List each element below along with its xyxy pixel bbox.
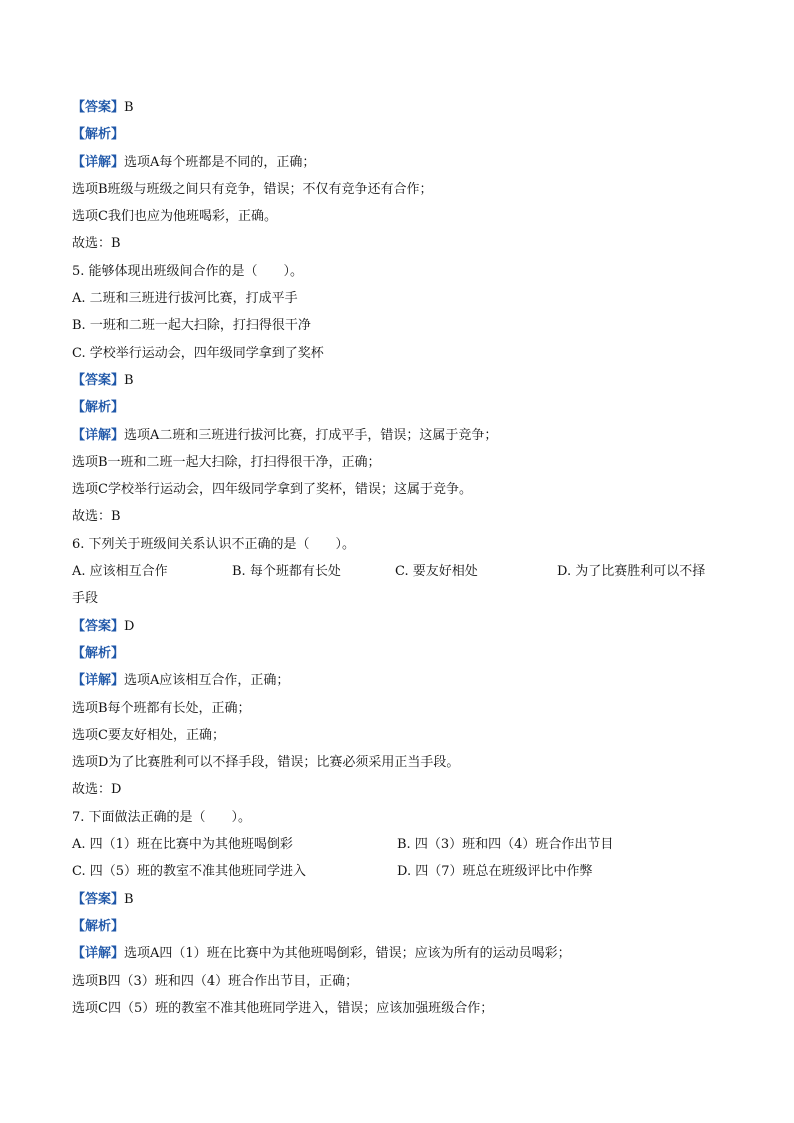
detail-text: 选项C四（5）班的教室不准其他班同学进入，错误；应该加强班级合作；: [72, 1000, 494, 1016]
option-b: B. 一班和二班一起大扫除，打扫得很干净: [72, 318, 311, 334]
analysis-label: 【解析】: [72, 400, 125, 416]
option-d-wrap: 手段: [72, 591, 99, 607]
detail-text: 选项B四（3）班和四（4）班合作出节目，正确；: [72, 973, 359, 989]
option-a: A. 四（1）班在比赛中为其他班喝倒彩: [72, 837, 293, 853]
detail-label: 【详解】: [72, 673, 125, 689]
analysis-line: [72, 913, 732, 940]
answer-label: 【答案】: [72, 891, 125, 907]
answer-value: D: [124, 618, 135, 634]
question-stem: 6. 下列关于班级间关系认识不正确的是（ ）。: [72, 536, 356, 552]
analysis-label: 【解析】: [72, 127, 125, 143]
detail-text: 选项B一班和二班一起大扫除，打扫得很干净，正确；: [72, 454, 381, 470]
detail-text: 选项C我们也应为他班喝彩，正确。: [72, 209, 277, 225]
option-c: C. 要友好相处: [395, 564, 478, 580]
options-row: [72, 831, 732, 858]
option-a: A. 应该相互合作: [72, 564, 168, 580]
detail-line: [72, 940, 732, 967]
answer-label: 【答案】: [72, 372, 125, 388]
option-c: C. 四（5）班的教室不准其他班同学进入: [72, 864, 307, 880]
answer-label: 【答案】: [72, 618, 125, 634]
options-row: [72, 558, 732, 585]
detail-line: [72, 422, 732, 449]
detail-line: [72, 149, 732, 176]
option-b: B. 每个班都有长处: [232, 564, 341, 580]
question-stem: 5. 能够体现出班级间合作的是（ ）。: [72, 263, 304, 279]
detail-text: 选项A应该相互合作，正确；: [124, 673, 290, 689]
answer-line: [72, 94, 732, 121]
detail-label: 【详解】: [72, 427, 125, 443]
option-d: D. 为了比赛胜利可以不择: [557, 564, 706, 580]
analysis-label: 【解析】: [72, 918, 125, 934]
detail-text: 选项A四（1）班在比赛中为其他班喝倒彩，错误；应该为所有的运动员喝彩；: [124, 946, 571, 962]
answer-value: B: [124, 100, 134, 115]
option-d: D. 四（7）班总在班级评比中作弊: [397, 864, 593, 880]
analysis-line: [72, 121, 732, 148]
detail-label: 【详解】: [72, 154, 125, 170]
detail-text: 选项A每个班都是不同的，正确；: [124, 154, 316, 170]
detail-text: 选项B每个班都有长处，正确；: [72, 700, 251, 716]
detail-label: 【详解】: [72, 946, 125, 962]
answer-value: B: [124, 891, 134, 907]
answer-label: 【答案】: [72, 100, 125, 115]
option-a: A. 二班和三班进行拔河比赛，打成平手: [72, 291, 298, 307]
detail-line: [72, 667, 732, 694]
detail-text: 选项B班级与班级之间只有竞争，错误；不仅有竞争还有合作；: [72, 181, 433, 197]
analysis-line: [72, 394, 732, 421]
document-page: [72, 94, 732, 1022]
answer-line: [72, 886, 732, 913]
option-b: B. 四（3）班和四（4）班合作出节目: [397, 837, 614, 853]
choice-line: 故选：B: [72, 236, 121, 252]
choice-line: 故选：B: [72, 509, 121, 525]
answer-value: B: [124, 372, 134, 388]
detail-text: 选项C要友好相处，正确；: [72, 727, 225, 743]
option-c: C. 学校举行运动会，四年级同学拿到了奖杯: [72, 345, 324, 361]
options-row: [72, 858, 732, 885]
detail-text: 选项C学校举行运动会，四年级同学拿到了奖杯，错误；这属于竞争。: [72, 482, 472, 498]
answer-line: [72, 613, 732, 640]
analysis-label: 【解析】: [72, 645, 125, 661]
choice-line: 故选：D: [72, 782, 122, 798]
detail-text: 选项D为了比赛胜利可以不择手段，错误；比赛必须采用正当手段。: [72, 755, 460, 771]
analysis-line: [72, 640, 732, 667]
question-stem: 7. 下面做法正确的是（ ）。: [72, 809, 252, 825]
detail-text: 选项A二班和三班进行拔河比赛，打成平手，错误；这属于竞争；: [124, 427, 498, 443]
answer-line: [72, 367, 732, 394]
